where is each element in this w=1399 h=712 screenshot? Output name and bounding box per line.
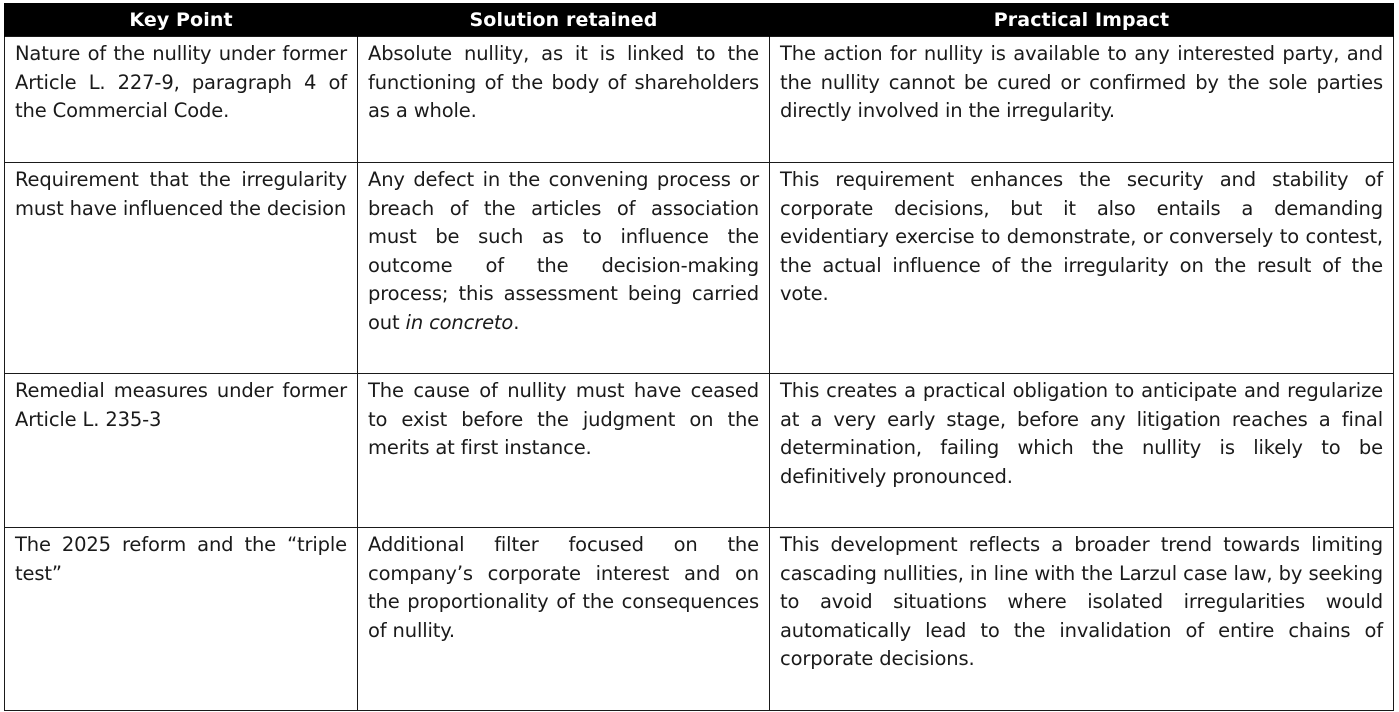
table-row	[5, 374, 1394, 528]
header-solution-retained: Solution retained	[358, 3, 770, 37]
solution-italic-term: in concreto	[405, 310, 514, 334]
solution-cell	[358, 163, 770, 374]
key-point-cell: Nature of the nullity under former Article L. 227-9, paragraph 4 of the Commercial Code.	[5, 37, 358, 163]
solution-cell: The cause of nullity must have ceased to exist before the judgment on the merits at first instance.	[358, 374, 770, 528]
header-practical-impact: Practical Impact	[770, 3, 1394, 37]
table-row	[5, 163, 1394, 374]
solution-text: Any defect in the convening process or breach of the articles of association must be such as to influence the outcome of the decision-making process; this assessment being carried out	[368, 168, 759, 334]
table-header-row	[5, 3, 1394, 37]
solution-text-end: .	[513, 310, 520, 334]
border-tick	[1393, 165, 1394, 191]
solution-cell: Absolute nullity, as it is linked to the functioning of the body of shareholders as a whole.	[358, 37, 770, 163]
header-key-point: Key Point	[5, 3, 358, 37]
key-point-cell: Requirement that the irregularity must have influenced the decision	[5, 163, 358, 374]
table-row	[5, 37, 1394, 163]
impact-cell: The action for nullity is available to any interested party, and the nullity cannot be cured or confirmed by the sole parties directly involved in the irregularity.	[770, 37, 1394, 163]
impact-cell: This creates a practical obligation to anticipate and regularize at a very early stage, before any litigation reaches a final determination, failing which the nullity is likely to be definitively pronounced.	[770, 374, 1394, 528]
table-row	[5, 528, 1394, 711]
impact-cell: This requirement enhances the security and stability of corporate decisions, but it also entails a demanding evidentiary exercise to demonstrate, or conversely to contest, the actual influence of the irregularity on the result of the vote.	[770, 163, 1394, 374]
impact-cell: This development reflects a broader trend towards limiting cascading nullities, in line with the Larzul case law, by seeking to avoid situations where isolated irregularities would automatically lead to the invalidation of entire chains of corporate decisions.	[770, 528, 1394, 711]
comparison-table	[4, 3, 1394, 711]
solution-cell: Additional filter focused on the company’s corporate interest and on the proportionality of the consequences of nullity.	[358, 528, 770, 711]
key-point-cell: Remedial measures under former Article L. 235-3	[5, 374, 358, 528]
key-point-cell: The 2025 reform and the “triple test”	[5, 528, 358, 711]
